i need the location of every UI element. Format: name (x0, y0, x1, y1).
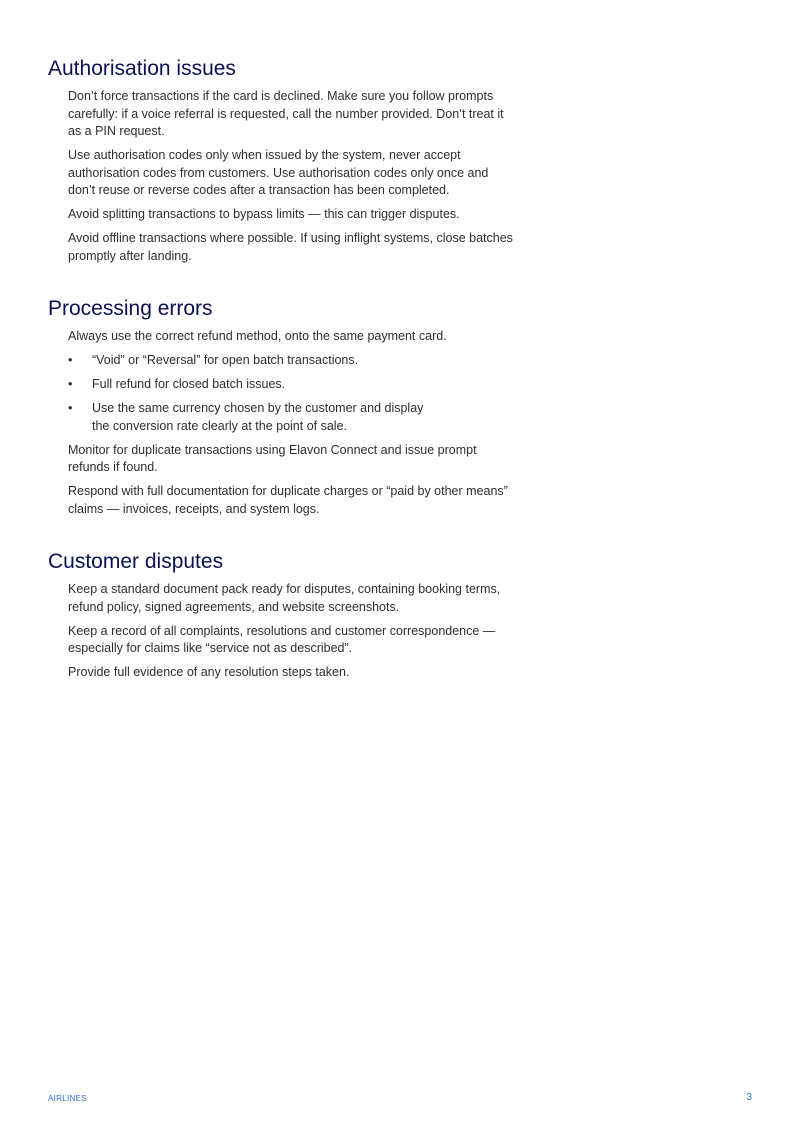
bullet-text: Full refund for closed batch issues. (92, 377, 286, 391)
page-number: 3 (746, 1092, 752, 1103)
paragraph: Keep a record of all complaints, resolutions and customer correspondence — especially for claims like “service not as described”. (68, 623, 496, 655)
paragraph: Keep a standard document pack ready for disputes, containing booking terms, refund policy, signed agreements, and website screenshots. (68, 582, 501, 614)
bullet-list (68, 352, 518, 435)
section-authorisation-issues (48, 56, 518, 265)
paragraph: Respond with full documentation for duplicate charges or “paid by other means” claims — invoices, receipts, and system logs. (68, 484, 508, 516)
paragraph: Use authorisation codes only when issued by the system, never accept authorisation codes from customers. Use authorisation codes only once and don’t reuse or reverse codes after a transaction has been completed. (68, 148, 489, 197)
paragraph: Avoid splitting transactions to bypass limits — this can trigger disputes. (68, 207, 460, 221)
bullet-text: Use the same currency chosen by the customer and display the conversion rate clearly at the point of sale. (92, 401, 424, 433)
paragraph: Avoid offline transactions where possible. If using inflight systems, close batches promptly after landing. (68, 231, 513, 263)
section-heading: Customer disputes (48, 550, 224, 573)
paragraph: Provide full evidence of any resolution steps taken. (68, 665, 350, 679)
section-processing-errors (48, 296, 518, 518)
bullet-item (68, 352, 518, 370)
document-body (48, 56, 518, 713)
bullet-icon: • (68, 401, 73, 415)
paragraph: Monitor for duplicate transactions using Elavon Connect and issue prompt refunds if found. (68, 442, 477, 474)
bullet-item (68, 376, 518, 394)
footer-label: AIRLINES (48, 1094, 87, 1103)
section-heading: Authorisation issues (48, 57, 236, 80)
section-heading: Processing errors (48, 297, 213, 320)
section-customer-disputes (48, 549, 518, 682)
bullet-icon: • (68, 377, 73, 391)
bullet-item (68, 400, 518, 435)
bullet-icon: • (68, 353, 73, 367)
paragraph: Always use the correct refund method, onto the same payment card. (68, 329, 447, 343)
paragraph: Don’t force transactions if the card is declined. Make sure you follow prompts carefully: if a voice referral is requested, call the number provided. Don’t treat it as a PIN request. (68, 89, 504, 138)
bullet-text: “Void” or “Reversal” for open batch transactions. (92, 353, 359, 367)
